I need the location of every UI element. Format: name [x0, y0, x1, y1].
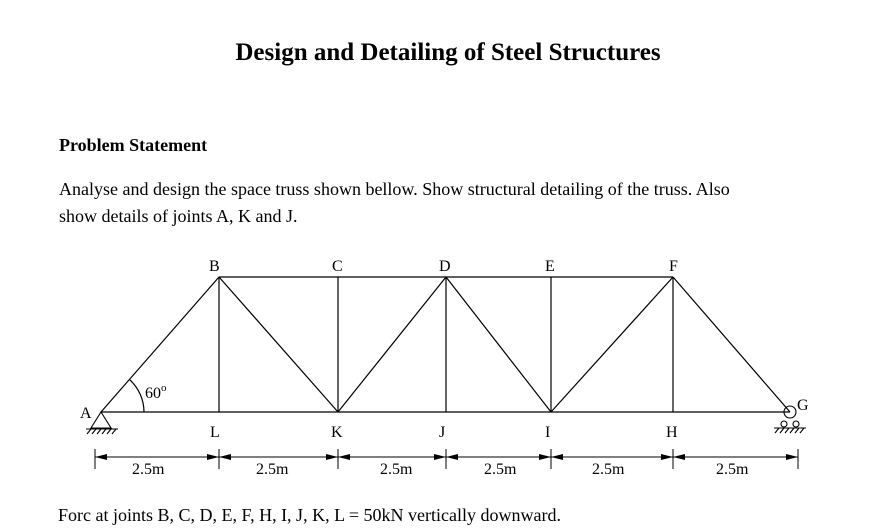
angle-value: 60 [145, 385, 161, 402]
statement-line-1: Analyse and design the space truss shown bellow. Show structural detailing of the truss. Also [59, 179, 730, 199]
dimension-line [95, 449, 798, 469]
span-label: 2.5m [132, 461, 165, 478]
joint-label-j: J [439, 424, 446, 441]
document-title: Design and Detailing of Steel Structures [235, 39, 661, 66]
span-label: 2.5m [380, 461, 413, 478]
joint-label-l: L [210, 424, 220, 441]
span-label: 2.5m [256, 461, 289, 478]
section-heading: Problem Statement [59, 135, 208, 155]
member-k-d [338, 277, 446, 412]
angle-degree-mark: o [161, 382, 167, 394]
load-note: Forc at joints B, C, D, E, F, H, I, J, K, L = 50kN vertically downward. [58, 505, 561, 525]
span-label: 2.5m [592, 461, 625, 478]
statement-line-2: show details of joints A, K and J. [59, 206, 298, 226]
member-f-g [673, 277, 790, 412]
joint-label-k: K [331, 424, 343, 441]
span-label: 2.5m [484, 461, 517, 478]
joint-label-i: I [545, 424, 551, 441]
member-d-i [446, 277, 551, 412]
joint-label-f: F [669, 258, 678, 275]
joint-label-e: E [545, 258, 555, 275]
angle-label [145, 382, 167, 402]
member-i-f [551, 277, 673, 412]
joint-label-c: C [332, 258, 343, 275]
joint-label-h: H [666, 424, 678, 441]
joint-label-b: B [209, 258, 220, 275]
joint-label-d: D [439, 258, 451, 275]
angle-arc [130, 380, 144, 412]
member-b-k [219, 277, 338, 412]
joint-label-g: G [797, 397, 809, 414]
span-label: 2.5m [716, 461, 749, 478]
joint-label-a: A [80, 405, 92, 422]
